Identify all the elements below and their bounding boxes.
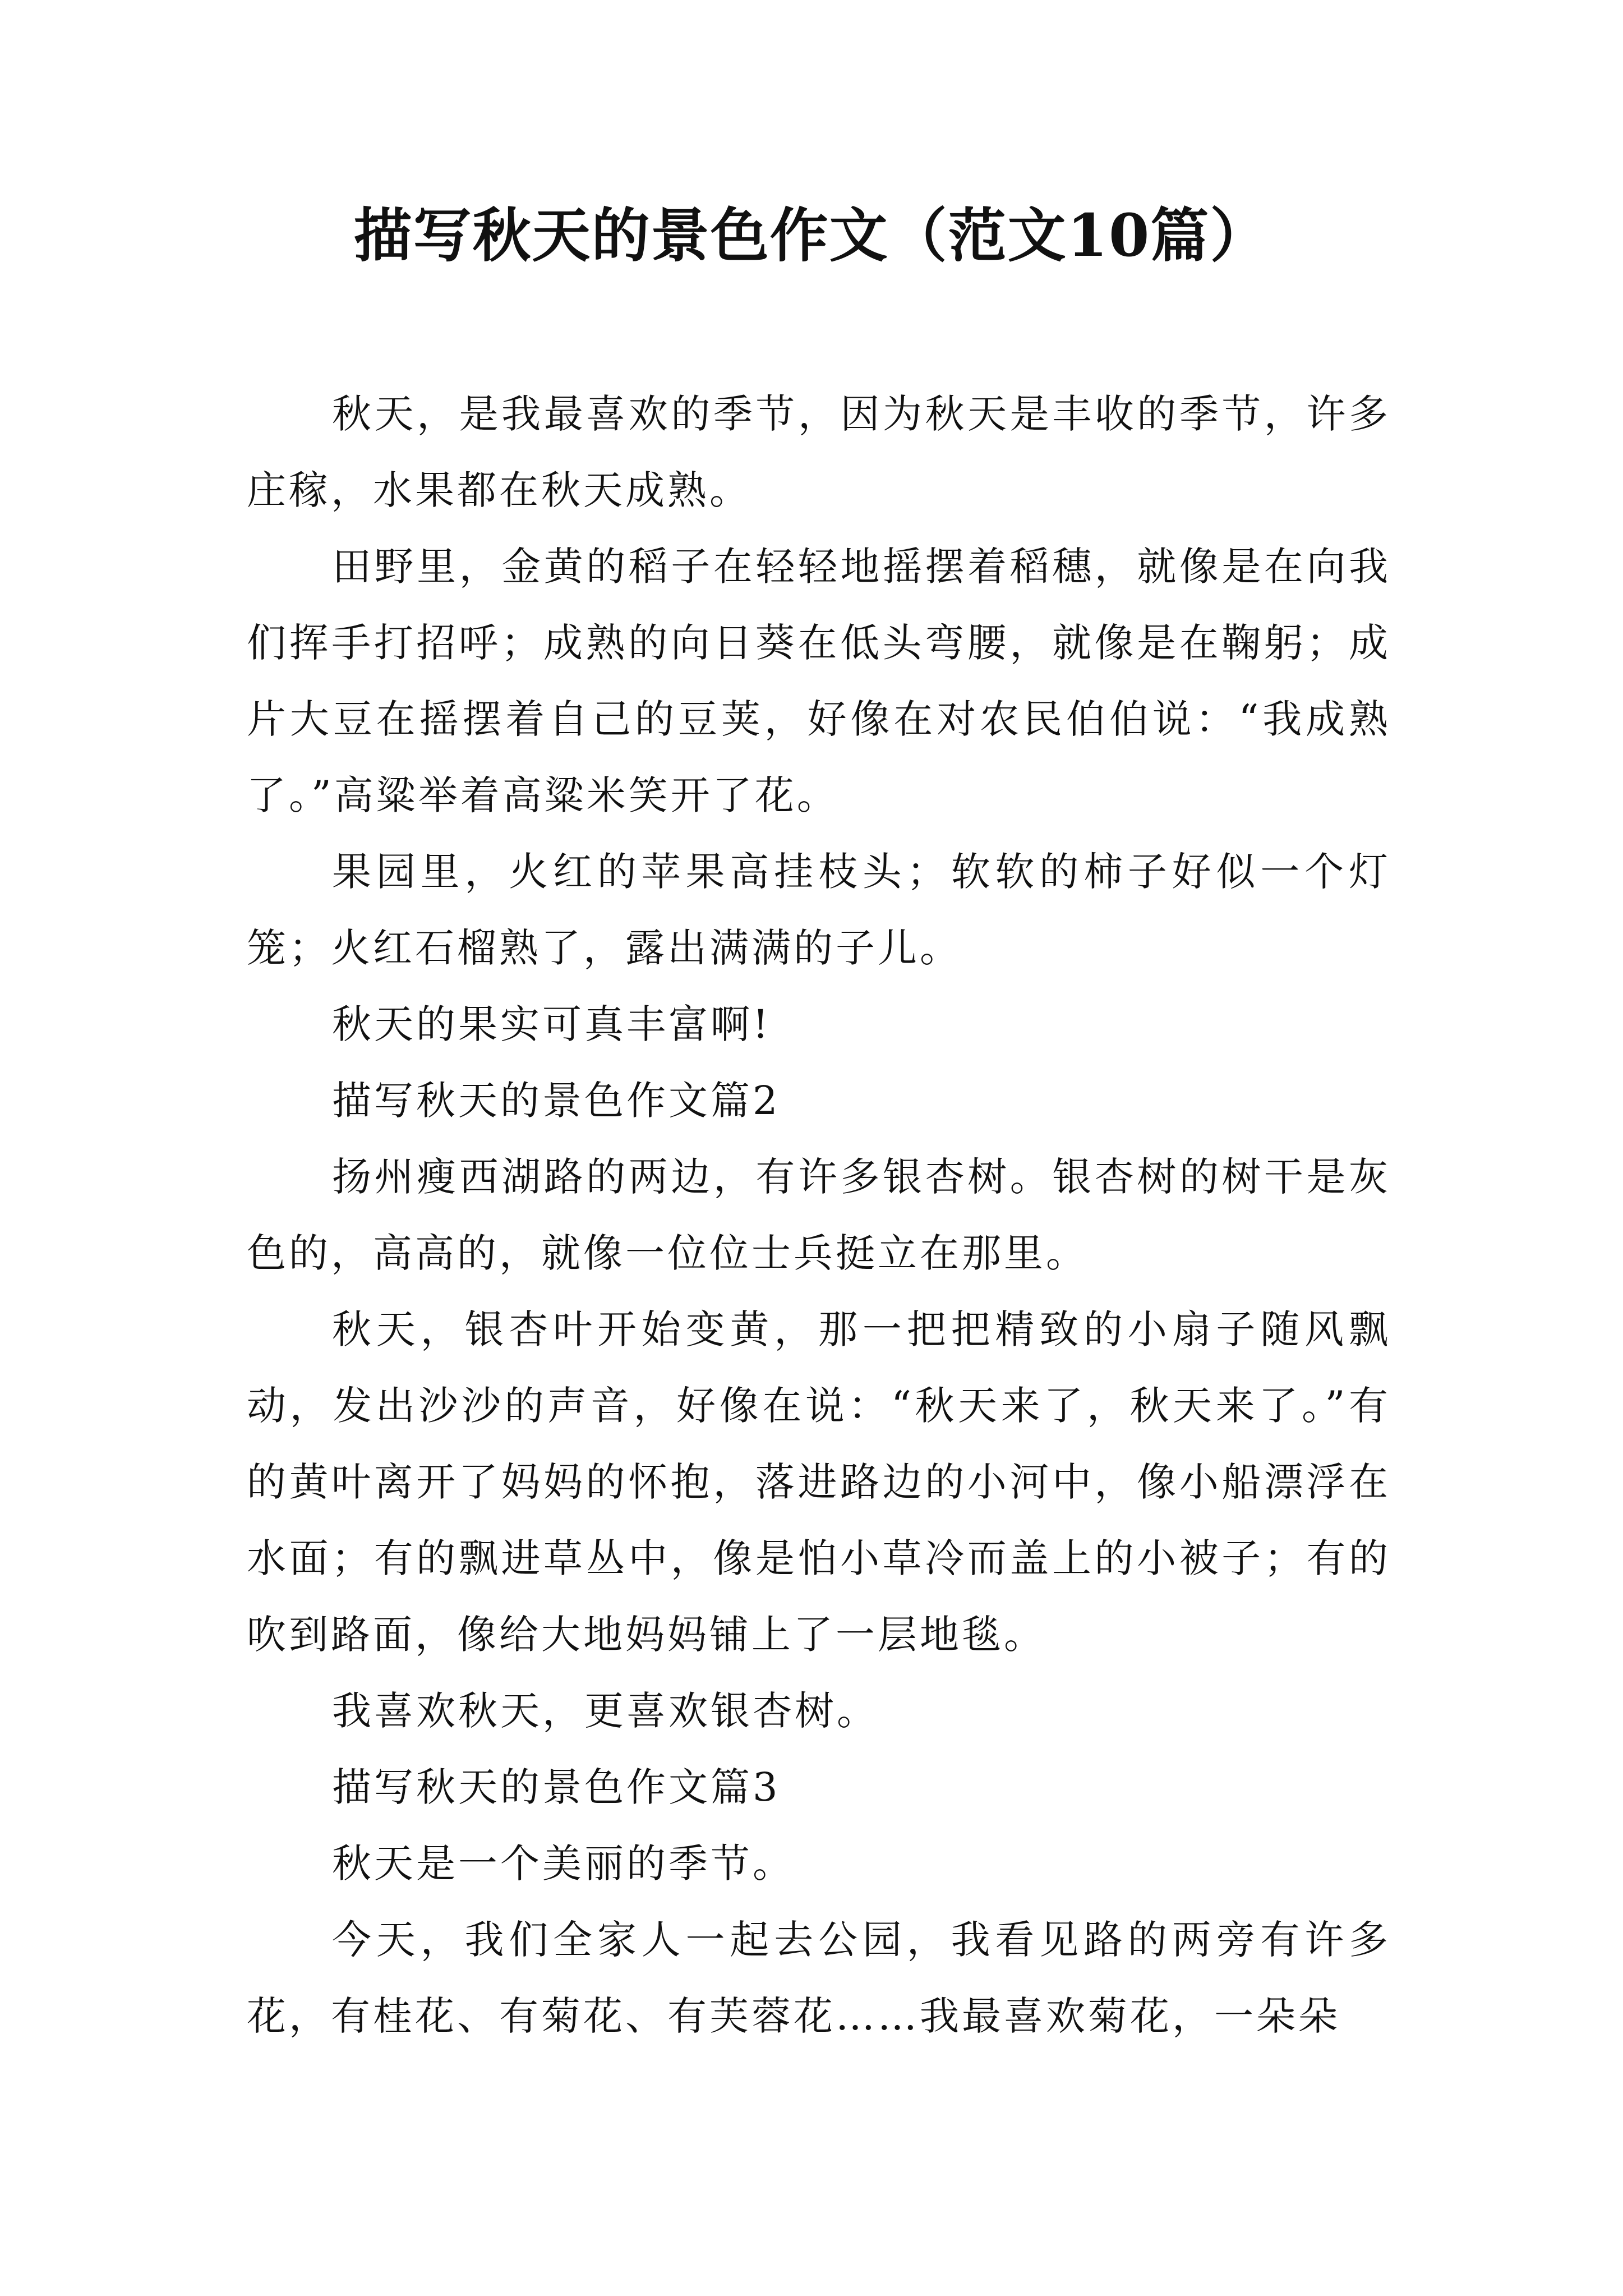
document-title: 描写秋天的景色作文（范文10篇） xyxy=(353,201,1270,270)
paragraph: 秋天的果实可真丰富啊! xyxy=(332,1001,772,1047)
section-heading: 描写秋天的景色作文篇3 xyxy=(332,1764,781,1810)
paragraph: 秋天，是我最喜欢的季节，因为秋天是丰收的季节，许多庄稼，水果都在秋天成熟。 xyxy=(247,391,1391,513)
document-body xyxy=(247,376,1391,2054)
paragraph: 今天，我们全家人一起去公园，我看见路的两旁有许多花，有桂花、有菊花、有芙蓉花……我最喜欢菊花，一朵朵 xyxy=(247,1917,1391,2039)
paragraph: 秋天，银杏叶开始变黄，那一把把精致的小扇子随风飘动，发出沙沙的声音，好像在说：“秋天来了，秋天来了。”有的黄叶离开了妈妈的怀抱，落进路边的小河中，像小船漂浮在水面；有的飘进草丛中，像是怕小草冷而盖上的小被子；有的吹到路面，像给大地妈妈铺上了一层地毯。 xyxy=(247,1306,1391,1658)
section-heading: 描写秋天的景色作文篇2 xyxy=(332,1078,781,1124)
paragraph: 我喜欢秋天，更喜欢银杏树。 xyxy=(332,1688,879,1734)
paragraph: 扬州瘦西湖路的两边，有许多银杏树。银杏树的树干是灰色的，高高的，就像一位位士兵挺立在那里。 xyxy=(247,1154,1391,1276)
paragraph: 秋天是一个美丽的季节。 xyxy=(332,1841,795,1887)
paragraph: 果园里，火红的苹果高挂枝头；软软的柿子好似一个灯笼；火红石榴熟了，露出满满的子儿。 xyxy=(247,849,1391,971)
paragraph: 田野里，金黄的稻子在轻轻地摇摆着稻穗，就像是在向我们挥手打招呼；成熟的向日葵在低头弯腰，就像是在鞠躬；成片大豆在摇摆着自己的豆荚，好像在对农民伯伯说：“我成熟了。”高粱举着高粱米笑开了花。 xyxy=(247,544,1391,818)
